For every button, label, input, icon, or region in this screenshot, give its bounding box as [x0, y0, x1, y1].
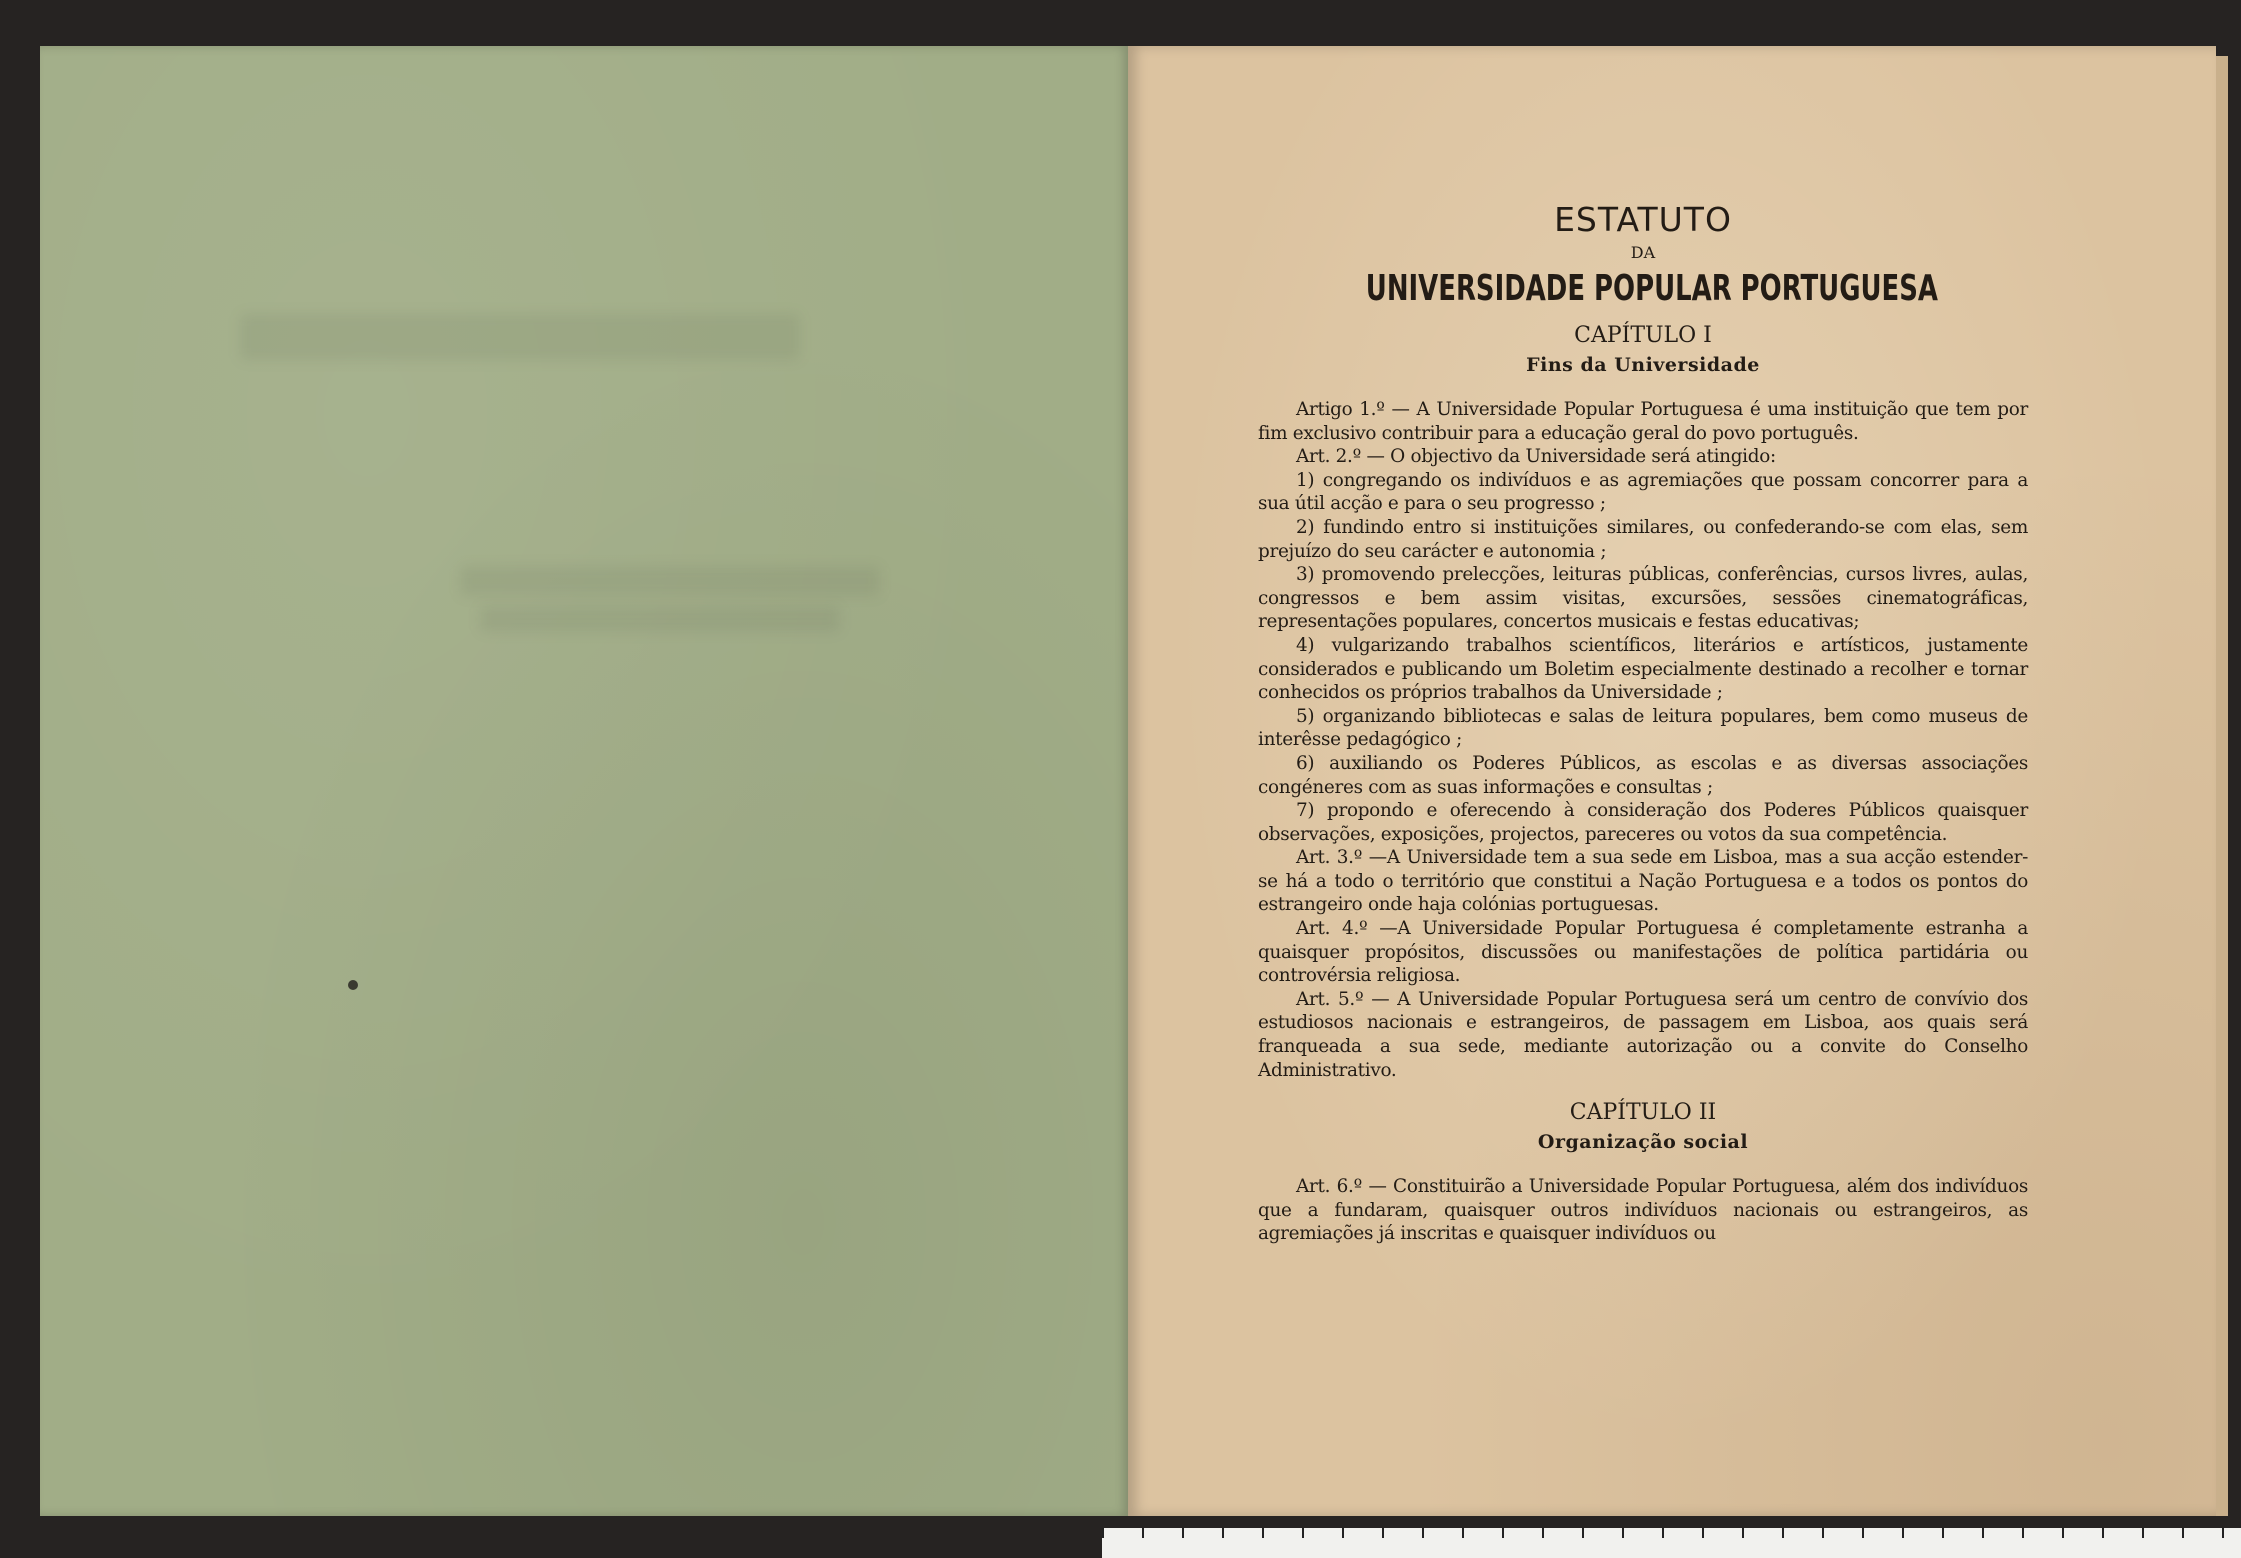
- paragraph: Art. 6.º — Constituirão a Universidade Popular Portuguesa, além dos indivíduos que a fundaram, quaisquer outros indivíduos nacionais ou estrangeiros, as agremiações já inscritas e quaisquer indivíduos ou: [1258, 1176, 2028, 1245]
- title-da: DA: [1630, 243, 1656, 262]
- bleed-through-text: [240, 314, 800, 360]
- chapter-2-label: CAPÍTULO II: [1569, 1100, 1717, 1126]
- paragraph: 5) organizando bibliotecas e salas de leitura populares, bem como museus de interêsse pedagógico ;: [1258, 705, 2028, 751]
- paragraph: Art. 2.º — O objectivo da Universidade será atingido:: [1296, 446, 1776, 468]
- paper-spot: [348, 980, 358, 990]
- paragraph: Art. 4.º —A Universidade Popular Portuguesa é completamente estranha a quaisquer propósitos, discussões ou manifestações de política partidária ou controvérsia religiosa.: [1258, 918, 2028, 987]
- paragraph: Art. 5.º — A Universidade Popular Portuguesa será um centro de convívio dos estudiosos nacionais e estrangeiros, de passagem em Lisboa, aos quais será franqueada a sua sede, mediante autorização ou a convite do Conselho Administrativo.: [1258, 988, 2028, 1081]
- chapter-2-subtitle: Organização social: [1537, 1131, 1749, 1154]
- paragraph: Artigo 1.º — A Universidade Popular Portuguesa é uma instituição que tem por fim exclusivo contribuir para a educação geral do povo português.: [1258, 399, 2028, 444]
- document-text: [1258, 200, 2028, 1246]
- title-estatuto: ESTATUTO: [1554, 200, 1732, 239]
- bleed-through-text: [460, 566, 880, 596]
- bleed-through-text: [480, 606, 840, 632]
- title-institution: UNIVERSIDADE POPULAR PORTUGUESA: [1365, 268, 1938, 309]
- paragraph: 1) congregando os indivíduos e as agremiações que possam concorrer para a sua útil acção e para o seu progresso ;: [1258, 469, 2028, 515]
- paragraph: 2) fundindo entro si instituições similares, ou confederando-se com elas, sem prejuízo do seu carácter e autonomia ;: [1258, 516, 2028, 562]
- paragraph: 6) auxiliando os Poderes Públicos, as escolas e as diversas associações congéneres com as suas informações e consultas ;: [1258, 752, 2028, 798]
- chapter-1-label: CAPÍTULO I: [1574, 323, 1712, 348]
- paragraph: 7) propondo e oferecendo à consideração dos Poderes Públicos quaisquer observações, exposições, projectos, pareceres ou votos da sua competência.: [1258, 800, 2028, 845]
- left-page-cover: [40, 46, 1130, 1516]
- chapter-1-subtitle: Fins da Universidade: [1526, 354, 1760, 376]
- paragraph: Art. 3.º —A Universidade tem a sua sede em Lisboa, mas a sua acção estender-se há a todo o território que constitui a Nação Portuguesa e a todos os pontos do estrangeiro onde haja colónias portuguesas.: [1258, 847, 2028, 916]
- paragraph: 4) vulgarizando trabalhos scientíficos, literários e artísticos, justamente considerados e publicando um Boletim especialmente destinado a recolher e tornar conhecidos os próprios trabalhos da Universidade ;: [1258, 634, 2028, 704]
- scale-ruler: [1102, 1528, 2241, 1558]
- paragraph: 3) promovendo prelecções, leituras públicas, conferências, cursos livres, aulas, congressos e bem assim visitas, excursões, sessões cinematográficas, representações populares, concertos musicais e festas educativas;: [1258, 564, 2028, 633]
- page-edge: [2216, 56, 2228, 1516]
